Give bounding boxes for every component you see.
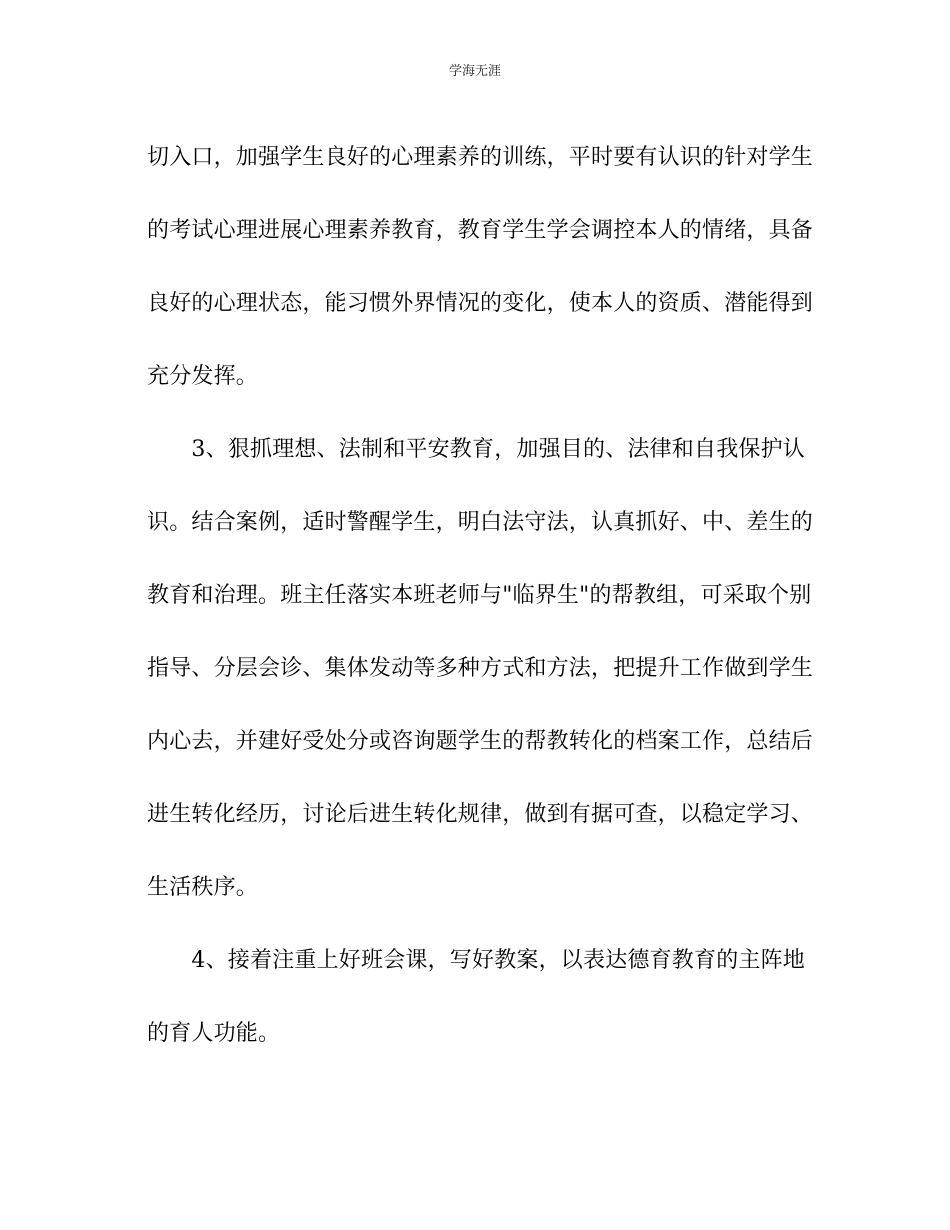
page-header: 学海无涯 xyxy=(448,64,501,79)
text-line: 的育人功能。 xyxy=(147,1021,281,1046)
text-line: 的考试心理进展心理素养教育，教育学生学会调控本人的情绪，具备 xyxy=(147,218,814,243)
text-line: 教育和治理。班主任落实本班老师与"临界生"的帮教组，可采取个别 xyxy=(147,583,812,608)
text-line: 切入口，加强学生良好的心理素养的训练，平时要有认识的针对学生 xyxy=(147,145,814,170)
text-line: 充分发挥。 xyxy=(147,364,259,389)
text-line: 指导、分层会诊、集体发动等多种方式和方法，把提升工作做到学生 xyxy=(147,656,814,681)
text-line: 3、狠抓理想、法制和平安教育，加强目的、法律和自我保护认 xyxy=(147,437,805,462)
document-body xyxy=(147,140,814,1089)
text-line: 4、接着注重上好班会课，写好教案，以表达德育教育的主阵地 xyxy=(147,948,805,973)
text-line: 进生转化经历，讨论后进生转化规律，做到有据可查，以稳定学习、 xyxy=(147,802,814,827)
text-line: 识。结合案例，适时警醒学生，明白法守法，认真抓好、中、差生的 xyxy=(147,510,814,535)
text-line: 生活秩序。 xyxy=(147,875,259,900)
text-line: 内心去，并建好受处分或咨询题学生的帮教转化的档案工作，总结后 xyxy=(147,729,814,754)
text-line: 良好的心理状态，能习惯外界情况的变化，使本人的资质、潜能得到 xyxy=(147,291,814,316)
